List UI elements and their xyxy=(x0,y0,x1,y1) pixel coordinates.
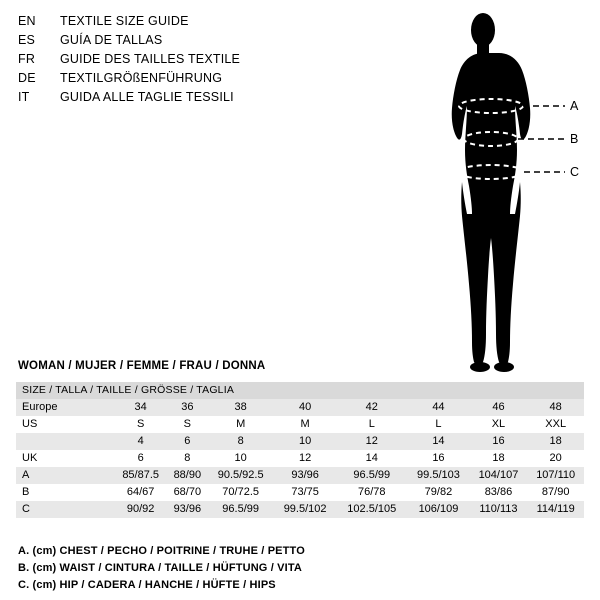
language-text-it: GUIDA ALLE TAGLIE TESSILI xyxy=(60,90,234,104)
cell: XXL xyxy=(527,416,584,433)
table-row xyxy=(16,399,584,416)
cell: 68/70 xyxy=(167,484,207,501)
section-title-woman: WOMAN / MUJER / FEMME / FRAU / DONNA xyxy=(18,360,266,372)
cell: 114/119 xyxy=(527,501,584,518)
cell: 4 xyxy=(114,433,167,450)
language-row-it xyxy=(18,90,418,109)
cell: 16 xyxy=(470,433,528,450)
cell: 88/90 xyxy=(167,467,207,484)
cell: 90.5/92.5 xyxy=(207,467,274,484)
cell: 85/87.5 xyxy=(114,467,167,484)
language-code-fr: FR xyxy=(18,52,36,66)
row-label-c: C xyxy=(16,501,114,518)
language-text-de: TEXTILGRÖßENFÜHRUNG xyxy=(60,71,223,85)
note-a: A. (cm) CHEST / PECHO / POITRINE / TRUHE / PETTO xyxy=(18,545,305,557)
cell: 110/113 xyxy=(470,501,528,518)
cell: 14 xyxy=(336,450,407,467)
size-table xyxy=(16,382,584,518)
cell: 73/75 xyxy=(274,484,336,501)
table-row xyxy=(16,484,584,501)
language-code-en: EN xyxy=(18,14,36,28)
cell: L xyxy=(336,416,407,433)
cell: 6 xyxy=(114,450,167,467)
cell: 8 xyxy=(167,450,207,467)
cell: 40 xyxy=(274,399,336,416)
cell: 48 xyxy=(527,399,584,416)
cell: 8 xyxy=(207,433,274,450)
cell: 99.5/103 xyxy=(407,467,469,484)
row-label-europe: Europe xyxy=(16,399,114,416)
measure-label-c: C xyxy=(570,165,580,179)
cell: 70/72.5 xyxy=(207,484,274,501)
language-code-es: ES xyxy=(18,33,36,47)
cell: 18 xyxy=(527,433,584,450)
measure-label-b: B xyxy=(570,132,579,146)
table-row xyxy=(16,467,584,484)
cell: 76/78 xyxy=(336,484,407,501)
cell: 104/107 xyxy=(470,467,528,484)
cell: 96.5/99 xyxy=(207,501,274,518)
table-row xyxy=(16,501,584,518)
cell: 36 xyxy=(167,399,207,416)
body-figure-diagram xyxy=(420,8,595,376)
cell: 99.5/102 xyxy=(274,501,336,518)
row-label-uk: UK xyxy=(16,450,114,467)
table-row xyxy=(16,450,584,467)
cell: M xyxy=(274,416,336,433)
language-row-de xyxy=(18,71,418,90)
cell: 14 xyxy=(407,433,469,450)
cell: 90/92 xyxy=(114,501,167,518)
cell: L xyxy=(407,416,469,433)
cell: 12 xyxy=(274,450,336,467)
cell: 38 xyxy=(207,399,274,416)
cell: 18 xyxy=(470,450,528,467)
cell: 96.5/99 xyxy=(336,467,407,484)
row-label-us: US xyxy=(16,416,114,433)
measure-label-a: A xyxy=(570,99,579,113)
language-text-es: GUÍA DE TALLAS xyxy=(60,33,163,47)
cell: 10 xyxy=(274,433,336,450)
cell: S xyxy=(114,416,167,433)
cell: 6 xyxy=(167,433,207,450)
cell: 10 xyxy=(207,450,274,467)
cell: 93/96 xyxy=(274,467,336,484)
cell: XL xyxy=(470,416,528,433)
table-header-row xyxy=(16,382,584,399)
female-silhouette-icon xyxy=(420,8,595,376)
language-text-fr: GUIDE DES TAILLES TEXTILE xyxy=(60,52,241,66)
cell: 12 xyxy=(336,433,407,450)
table-header-label: SIZE / TALLA / TAILLE / GRÖSSE / TAGLIA xyxy=(16,382,584,399)
cell: 44 xyxy=(407,399,469,416)
language-row-en xyxy=(18,14,418,33)
measurement-notes xyxy=(18,543,305,594)
row-label-a: A xyxy=(16,467,114,484)
cell: 102.5/105 xyxy=(336,501,407,518)
cell: 20 xyxy=(527,450,584,467)
table-row xyxy=(16,433,584,450)
language-code-de: DE xyxy=(18,71,36,85)
language-row-es xyxy=(18,33,418,52)
table-row xyxy=(16,416,584,433)
language-code-it: IT xyxy=(18,90,30,104)
cell: 46 xyxy=(470,399,528,416)
language-list xyxy=(18,14,418,109)
cell: M xyxy=(207,416,274,433)
language-row-fr xyxy=(18,52,418,71)
note-c: C. (cm) HIP / CADERA / HANCHE / HÜFTE / HIPS xyxy=(18,579,276,591)
cell: 83/86 xyxy=(470,484,528,501)
cell: 42 xyxy=(336,399,407,416)
cell: 16 xyxy=(407,450,469,467)
language-text-en: TEXTILE SIZE GUIDE xyxy=(60,14,189,28)
cell: 79/82 xyxy=(407,484,469,501)
row-label-b: B xyxy=(16,484,114,501)
cell: 93/96 xyxy=(167,501,207,518)
cell: 107/110 xyxy=(527,467,584,484)
note-b: B. (cm) WAIST / CINTURA / TAILLE / HÜFTUNG / VITA xyxy=(18,562,302,574)
cell: 106/109 xyxy=(407,501,469,518)
row-label-us-numeric xyxy=(16,433,114,450)
cell: 34 xyxy=(114,399,167,416)
cell: S xyxy=(167,416,207,433)
cell: 87/90 xyxy=(527,484,584,501)
cell: 64/67 xyxy=(114,484,167,501)
